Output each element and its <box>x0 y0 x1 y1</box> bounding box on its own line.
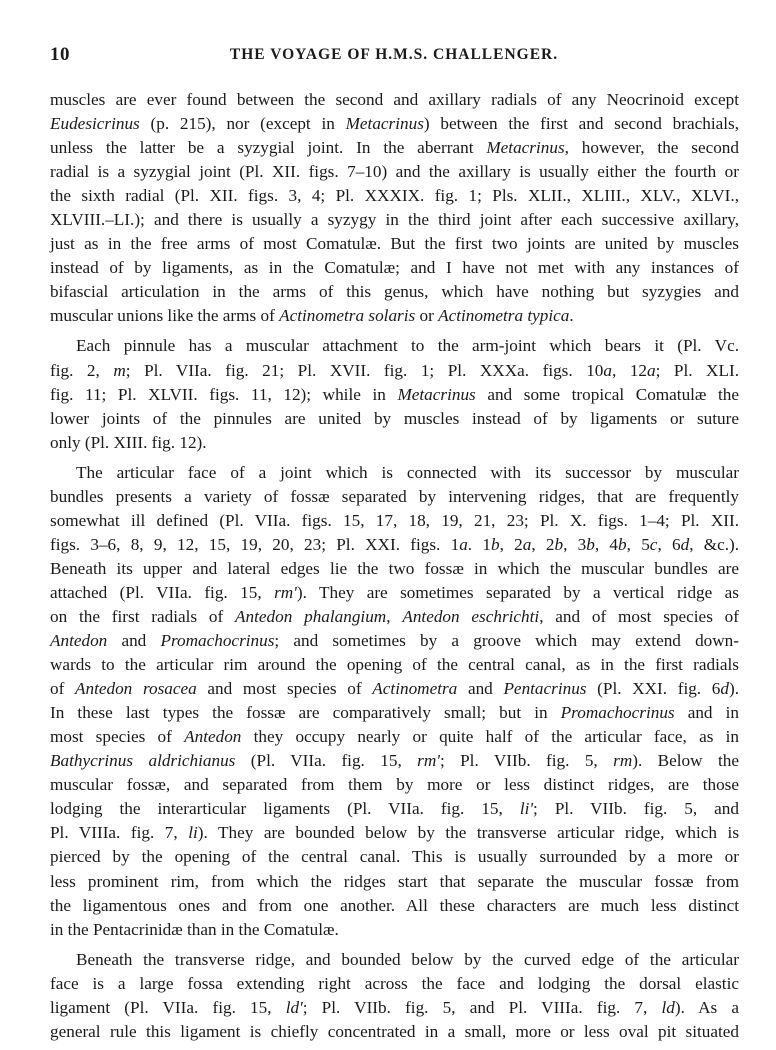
text-line: Bathycrinus aldrichianus (Pl. VIIa. fig. 15, rm'; Pl. VIIb. fig. 5, rm). Below the <box>50 751 739 771</box>
text-line: figs. 3–6, 8, 9, 12, 15, 19, 20, 23; Pl. XXI. figs. 1a. 1b, 2a, 2b, 3b, 4b, 5c, 6d, &c.). <box>50 534 740 554</box>
text-line: fig. 11; Pl. XLVII. figs. 11, 12); while in Metacrinus and some tropical Comatulæ the <box>50 384 739 404</box>
text-line: In these last types the fossæ are comparatively small; but in Promachocrinus and in <box>50 703 739 723</box>
text-line: face is a large fossa extending right across the face and lodging the dorsal elastic <box>50 973 739 993</box>
text-line: general rule this ligament is chiefly concentrated in a small, more or less oval pit situated <box>50 1021 739 1041</box>
text-line: muscles are ever found between the second and axillary radials of any Neocrinoid except <box>50 90 739 109</box>
text-line: most species of Antedon they occupy nearly or quite half of the articular face, as in <box>50 727 739 747</box>
text-line: less prominent rim, from which the ridges start that separate the muscular fossæ from <box>50 871 739 891</box>
text-line: XLVIII.–LI.); and there is usually a syzygy in the third joint after each successive axillary, <box>50 210 739 230</box>
text-line: in the Pentacrinidæ than in the Comatulæ. <box>50 919 339 939</box>
text-line: unless the latter be a syzygial joint. In the aberrant Metacrinus, however, the second <box>50 138 739 158</box>
text-line: only (Pl. XIII. fig. 12). <box>50 432 207 452</box>
text-line: Eudesicrinus (p. 215), nor (except in Metacrinus) between the first and second brachials, <box>50 114 739 134</box>
text-line: somewhat ill defined (Pl. VIIa. figs. 15, 17, 18, 19, 21, 23; Pl. X. figs. 1–4; Pl. XII. <box>50 510 739 530</box>
text-line: lodging the interarticular ligaments (Pl. VIIa. fig. 15, li'; Pl. VIIb. fig. 5, and <box>50 799 739 819</box>
paragraph-3 <box>50 461 739 948</box>
text-line: radial is a syzygial joint (Pl. XII. figs. 7–10) and the axillary is usually either the fourth or <box>50 162 739 182</box>
text-line: bifascial articulation in the arms of this genus, which have nothing but syzygies and <box>50 282 739 302</box>
text-line: Antedon and Promachocrinus; and sometimes by a groove which may extend down- <box>50 631 739 651</box>
text-line: ligament (Pl. VIIa. fig. 15, ld'; Pl. VIIb. fig. 5, and Pl. VIIIa. fig. 7, ld). As a <box>50 997 739 1017</box>
text-line: pierced by the opening of the central canal. This is usually surrounded by a more or <box>50 847 739 867</box>
running-head: THE VOYAGE OF H.M.S. CHALLENGER. <box>229 46 559 63</box>
paragraph-1 <box>50 88 739 334</box>
text-line: fig. 2, m; Pl. VIIa. fig. 21; Pl. XVII. fig. 1; Pl. XXXa. figs. 10a, 12a; Pl. XLI. <box>50 360 739 380</box>
text-line: Each pinnule has a muscular attachment to the arm-joint which bears it (Pl. Vc. <box>76 336 739 356</box>
page-number: 10 <box>50 44 70 65</box>
text-line: of Antedon rosacea and most species of Actinometra and Pentacrinus (Pl. XXI. fig. 6d). <box>50 679 739 699</box>
text-line: the ligamentous ones and from one another. All these characters are much less distinct <box>50 895 739 915</box>
text-line: on the first radials of Antedon phalangium, Antedon eschrichti, and of most species of <box>50 606 739 626</box>
text-line: just as in the free arms of most Comatulæ. But the first two joints are united by muscles <box>50 234 739 254</box>
text-line: bundles presents a variety of fossæ separated by intervening ridges, that are frequently <box>50 486 739 506</box>
text-line: Beneath its upper and lateral edges lie the two fossæ in which the muscular bundles are <box>50 558 739 578</box>
text-line: The articular face of a joint which is connected with its successor by muscular <box>76 462 739 482</box>
text-line: lower joints of the pinnules are united by muscles instead of by ligaments or suture <box>50 408 739 428</box>
body-text <box>50 88 739 1044</box>
text-line: the sixth radial (Pl. XII. figs. 3, 4; Pl. XXXIX. fig. 1; Pls. XLII., XLIII., XLV., XLVI., <box>50 186 739 206</box>
text-line: muscular fossæ, and separated from them by more or less distinct ridges, are those <box>50 775 739 795</box>
text-line: instead of by ligaments, as in the Comatulæ; and I have not met with any instances of <box>50 258 739 278</box>
page-header <box>50 44 738 74</box>
text-line: muscular unions like the arms of Actinometra solaris or Actinometra typica. <box>50 306 574 326</box>
paragraph-2 <box>50 334 739 460</box>
text-line: attached (Pl. VIIa. fig. 15, rm'). They are sometimes separated by a vertical ridge as <box>50 582 739 602</box>
paragraph-4 <box>50 948 739 1044</box>
text-line: wards to the articular rim around the opening of the central canal, as in the first radials <box>50 655 739 675</box>
text-line: Beneath the transverse ridge, and bounded below by the curved edge of the articular <box>76 949 739 969</box>
text-line: Pl. VIIIa. fig. 7, li). They are bounded below by the transverse articular ridge, which is <box>50 823 740 843</box>
